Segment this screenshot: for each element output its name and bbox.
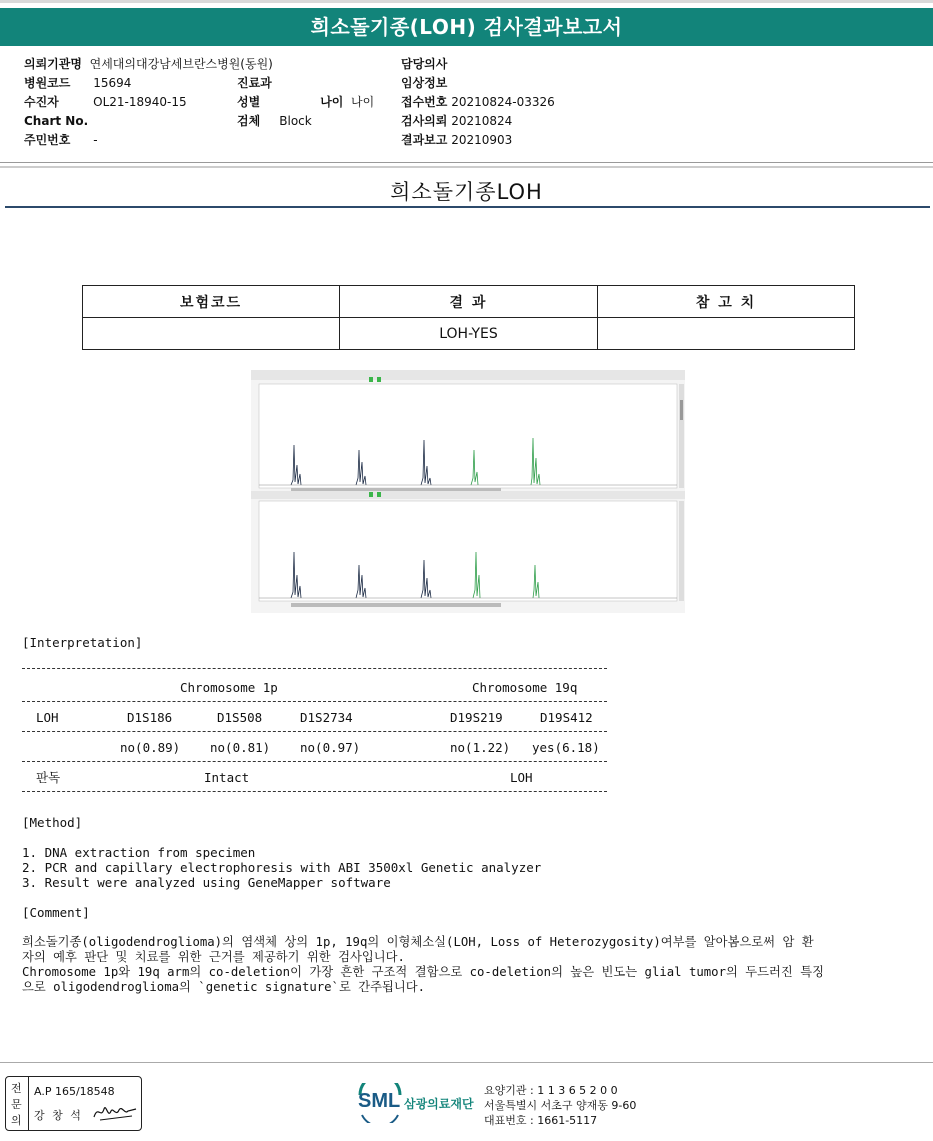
report-value: 20210903 <box>451 133 513 147</box>
stamp-name: 강 창 석 <box>34 1109 83 1122</box>
resident-value: - <box>93 133 98 147</box>
doctor-label: 담당의사 <box>401 57 448 71</box>
marker-d1s508: D1S508 <box>217 710 263 725</box>
section-title: 희소돌기종LOH <box>390 180 543 204</box>
marker-d1s2734: D1S2734 <box>300 710 353 725</box>
marker-d19s412: D19S412 <box>540 710 593 725</box>
footer-address-line: 서울특별시 서초구 양재동 9-60 <box>484 1099 637 1112</box>
method-item-3: 3. Result were analyzed using GeneMapper software <box>22 875 391 890</box>
institution-value: 연세대의대강남세브란스병원(동원) <box>89 57 273 71</box>
interp-rule-1 <box>22 668 607 669</box>
resident-label: 주민번호 <box>24 133 71 147</box>
header-right <box>401 55 555 150</box>
value-d1s508: no(0.81) <box>210 740 271 755</box>
electropherogram-image <box>251 370 685 613</box>
result-table <box>82 285 855 350</box>
comment-line-4: 으로 oligodendroglioma의 `genetic signature`로 간주됩니다. <box>22 980 426 994</box>
stamp-license: A.P 165/18548 <box>34 1085 115 1098</box>
section-title-underline <box>5 206 930 208</box>
marker-d1s186: D1S186 <box>127 710 173 725</box>
header-left <box>24 55 273 150</box>
receipt-value: 20210824-03326 <box>451 95 555 109</box>
sex-label: 성별 <box>237 95 261 109</box>
stamp-side-column <box>6 1077 29 1130</box>
cell-result: LOH-YES <box>340 318 598 350</box>
value-d1s186: no(0.89) <box>120 740 181 755</box>
header-divider-shade <box>0 166 933 168</box>
stamp-side-2: 문 <box>11 1098 22 1111</box>
judge-label: 판독 <box>36 770 61 785</box>
footer-phone: 대표번호 : 1661-5117 <box>484 1114 598 1127</box>
sml-logo: SML <box>358 1090 401 1112</box>
footer-divider <box>0 1062 933 1063</box>
result-table-header <box>83 286 855 318</box>
col-insurance-code: 보험코드 <box>83 286 340 318</box>
comment-line-1: 희소돌기종(oligodendroglioma)의 염색체 상의 1p, 19q의 이형체소실(LOH, Loss of Heterozygosity)여부를 알아봄으로써 암 환 <box>22 935 814 949</box>
specialist-stamp <box>5 1076 142 1131</box>
interp-rule-5 <box>22 791 607 792</box>
stamp-side-3: 의 <box>11 1114 22 1127</box>
receipt-label: 접수번호 <box>401 95 448 109</box>
result-table-row <box>83 318 855 350</box>
dept-label: 진료과 <box>237 76 272 90</box>
report-label: 결과보고 <box>401 133 448 147</box>
comment-heading: [Comment] <box>22 905 90 920</box>
chart-label: Chart No. <box>24 114 89 128</box>
cell-insurance-code <box>83 318 340 350</box>
value-d19s412: yes(6.18) <box>532 740 600 755</box>
specimen-value: Block <box>279 114 312 128</box>
stamp-side-1: 전 <box>11 1082 22 1095</box>
footer-facility-code: 요양기관 : 1 1 3 6 5 2 0 0 <box>484 1084 618 1097</box>
age-value: 나이 <box>351 95 375 109</box>
specimen-label: 검체 <box>237 114 261 128</box>
cell-reference <box>598 318 855 350</box>
request-label: 검사의뢰 <box>401 114 448 128</box>
value-d19s219: no(1.22) <box>450 740 511 755</box>
request-value: 20210824 <box>451 114 513 128</box>
hospital-code-label: 병원코드 <box>24 76 71 90</box>
clinical-label: 임상정보 <box>401 76 448 90</box>
sml-logo-korean: 삼광의료재단 <box>404 1097 474 1111</box>
header-divider <box>0 162 933 163</box>
value-d1s2734: no(0.97) <box>300 740 361 755</box>
interp-rule-3 <box>22 731 607 732</box>
method-item-1: 1. DNA extraction from specimen <box>22 845 256 860</box>
hospital-code-value: 15694 <box>93 76 132 90</box>
footer-address <box>484 1083 636 1128</box>
comment-line-2: 자의 예후 판단 및 치료를 위한 근거를 제공하기 위한 검사입니다. <box>22 950 405 964</box>
patient-label: 수진자 <box>24 95 59 109</box>
judge-19q: LOH <box>510 770 533 785</box>
col-result: 결 과 <box>340 286 598 318</box>
signature-icon <box>92 1101 138 1123</box>
method-item-2: 2. PCR and capillary electrophoresis with ABI 3500xl Genetic analyzer <box>22 860 542 875</box>
interp-rule-4 <box>22 761 607 762</box>
chr1-label: Chromosome 1p <box>180 680 278 695</box>
institution-label: 의뢰기관명 <box>24 57 82 71</box>
header-middle <box>237 74 374 131</box>
top-rule <box>0 0 933 3</box>
chr19-label: Chromosome 19q <box>472 680 578 695</box>
patient-value: OL21-18940-15 <box>93 95 187 109</box>
interpretation-heading: [Interpretation] <box>22 635 143 650</box>
comment-line-3: Chromosome 1p와 19q arm의 co-deletion이 가장 흔한 구조적 결함으로 co-deletion의 높은 빈도는 glial tumor의 두드러진 특징 <box>22 965 824 979</box>
age-label: 나이 <box>320 95 344 109</box>
loh-row-label: LOH <box>36 710 59 725</box>
interp-rule-2 <box>22 701 607 702</box>
col-reference: 참 고 치 <box>598 286 855 318</box>
method-heading: [Method] <box>22 815 83 830</box>
report-title: 희소돌기종(LOH) 검사결과보고서 <box>0 8 933 46</box>
judge-1p: Intact <box>204 770 250 785</box>
marker-d19s219: D19S219 <box>450 710 503 725</box>
